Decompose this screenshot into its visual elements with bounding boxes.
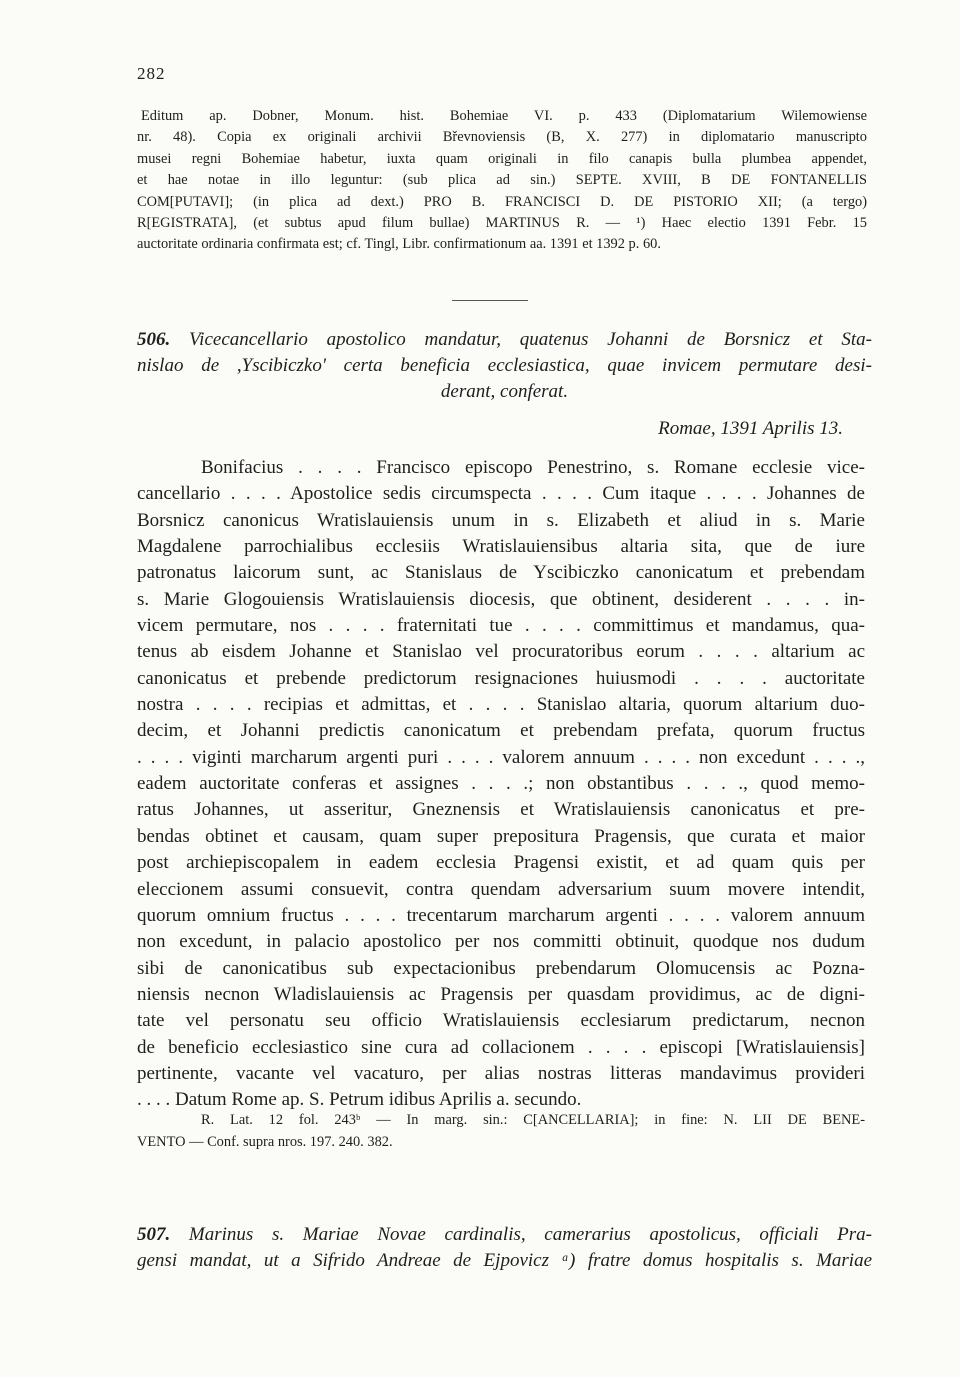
intro-note bbox=[137, 106, 867, 256]
doc-506-heading-line: derant, conferat. bbox=[440, 381, 569, 402]
body-line: eadem auctoritate conferas et assignes . . . .; non obstantibus . . . ., quod memo- bbox=[137, 773, 865, 795]
doc-506-source-note bbox=[137, 1109, 865, 1153]
page-number: 282 bbox=[137, 64, 166, 83]
doc-506-heading-line bbox=[137, 327, 872, 353]
body-line: . . . . Datum Rome ap. S. Petrum idibus Aprilis a. secundo. bbox=[137, 1089, 582, 1111]
body-line: bendas obtinet et causam, quam super prepositura Pragensis, que curata et maior bbox=[137, 825, 865, 847]
source-note-line: VENTO — Conf. supra nros. 197. 240. 382. bbox=[137, 1134, 393, 1150]
body-line: decim, et Johanni predictis canonicatum et prebendam prefata, quorum fructus bbox=[137, 720, 865, 742]
body-line: pertinente, vacante vel vacaturo, per alias nostras litteras mandavimus provideri bbox=[137, 1062, 865, 1084]
doc-507-heading-line bbox=[137, 1222, 872, 1248]
doc-507-heading-line: gensi mandat, ut a Sifrido Andreae de Ejpovicz ᵃ) fratre domus hospitalis s. Mariae bbox=[137, 1250, 872, 1271]
body-line: Bonifacius . . . . Francisco episcopo Penestrino, s. Romane ecclesie vice- bbox=[201, 457, 865, 478]
body-line: Borsnicz canonicus Wratislauiensis unum in s. Elizabeth et aliud in s. Marie bbox=[137, 509, 865, 531]
intro-line: et hae notae in illo leguntur: (sub plica ad sin.) SEPTE. XVIII, B DE FONTANELLIS bbox=[137, 172, 867, 189]
body-line: canonicatus et prebende predictorum resignaciones huiusmodi . . . . auctoritate bbox=[137, 667, 865, 689]
doc-507-number: 507. bbox=[137, 1224, 171, 1245]
doc-506-heading-line: nislao de ,Yscibiczko' certa beneficia ecclesiastica, quae invicem permutare desi- bbox=[137, 355, 872, 376]
body-line: ratus Johannes, ut asseritur, Gneznensis et Wratislauiensis canonicatus et pre- bbox=[137, 799, 865, 821]
intro-line: Editum ap. Dobner, Monum. hist. Bohemiae VI. p. 433 (Diplomatarium Wilemowiense bbox=[141, 108, 867, 124]
body-line: post archiepiscopalem in eadem ecclesia Pragensi existit, et ad quam quis per bbox=[137, 852, 865, 874]
doc-507-heading-text: Marinus s. Mariae Novae cardinalis, camerarius apostolicus, officiali Pra- bbox=[188, 1224, 873, 1245]
intro-line: R[EGISTRATA], (et subtus apud filum bullae) MARTINUS R. — ¹) Haec electio 1391 Febr. 15 bbox=[137, 215, 867, 232]
body-line: sibi de canonicatibus sub expectacionibus prebendarum Olomucensis ac Pozna- bbox=[137, 957, 865, 979]
source-note-line: R. Lat. 12 fol. 243ᵇ — In marg. sin.: C[ANCELLARIA]; in fine: N. LII DE BENE- bbox=[201, 1112, 865, 1128]
body-line: s. Marie Glogouiensis Wratislauiensis diocesis, que obtinent, desiderent . . . . in- bbox=[137, 588, 865, 610]
doc-506-heading-text: Vicecancellario apostolico mandatur, quatenus Johanni de Borsnicz et Sta- bbox=[188, 329, 872, 350]
body-line: de beneficio ecclesiastico sine cura ad collacionem . . . . episcopi [Wratislauiensis] bbox=[137, 1036, 865, 1058]
doc-506-body bbox=[137, 455, 865, 1114]
body-line: non excedunt, in palacio apostolico per nos committi obtinuit, quodque nos dudum bbox=[137, 931, 865, 953]
body-line: quorum omnium fructus . . . . trecentarum marcharum argenti . . . . valorem annuum bbox=[137, 904, 865, 926]
section-divider bbox=[452, 300, 528, 301]
body-line: vicem permutare, nos . . . . fraternitati tue . . . . committimus et mandamus, qua- bbox=[137, 615, 865, 637]
intro-line: COM[PUTAVI]; (in plica ad dext.) PRO B. FRANCISCI D. DE PISTORIO XII; (a tergo) bbox=[137, 193, 867, 210]
body-line: tate vel personatu seu officio Wratislauiensis ecclesiarum predictarum, necnon bbox=[137, 1010, 865, 1032]
body-line: niensis necnon Wladislauiensis ac Pragensis per quasdam providimus, ac de digni- bbox=[137, 983, 865, 1005]
intro-line: auctoritate ordinaria confirmata est; cf. Tingl, Libr. confirmationum aa. 1391 et 1392 p. 60. bbox=[137, 236, 661, 253]
body-line: . . . . viginti marcharum argenti puri . . . . valorem annuum . . . . non excedunt . . . ., bbox=[137, 746, 865, 768]
body-line: tenus ab eisdem Johanne et Stanislao vel procuratoribus eorum . . . . altarium ac bbox=[137, 641, 865, 663]
body-line: Magdalene parrochialibus ecclesiis Wratislauiensibus altaria sita, que de iure bbox=[137, 536, 865, 558]
intro-line: nr. 48). Copia ex originali archivii Břevnoviensis (B, X. 277) in diplomatario manuscripto bbox=[137, 129, 867, 146]
body-line: cancellario . . . . Apostolice sedis circumspecta . . . . Cum itaque . . . . Johannes de bbox=[137, 483, 865, 505]
intro-line: musei regni Bohemiae habetur, iuxta quam originali in filo canapis bulla plumbea appendet, bbox=[137, 150, 867, 167]
body-line: eleccionem assumi consuevit, contra quendam adversarium suum movere intendit, bbox=[137, 878, 865, 900]
body-line: patronatus laicorum sunt, ac Stanislaus de Yscibiczko canonicatum et prebendam bbox=[137, 562, 865, 584]
body-line: nostra . . . . recipias et admittas, et . . . . Stanislao altaria, quorum altarium duo- bbox=[137, 694, 865, 716]
doc-506-heading bbox=[137, 327, 872, 405]
doc-507-heading bbox=[137, 1222, 872, 1274]
doc-506-place-date: Romae, 1391 Aprilis 13. bbox=[658, 418, 843, 439]
doc-506-number: 506. bbox=[137, 329, 171, 350]
